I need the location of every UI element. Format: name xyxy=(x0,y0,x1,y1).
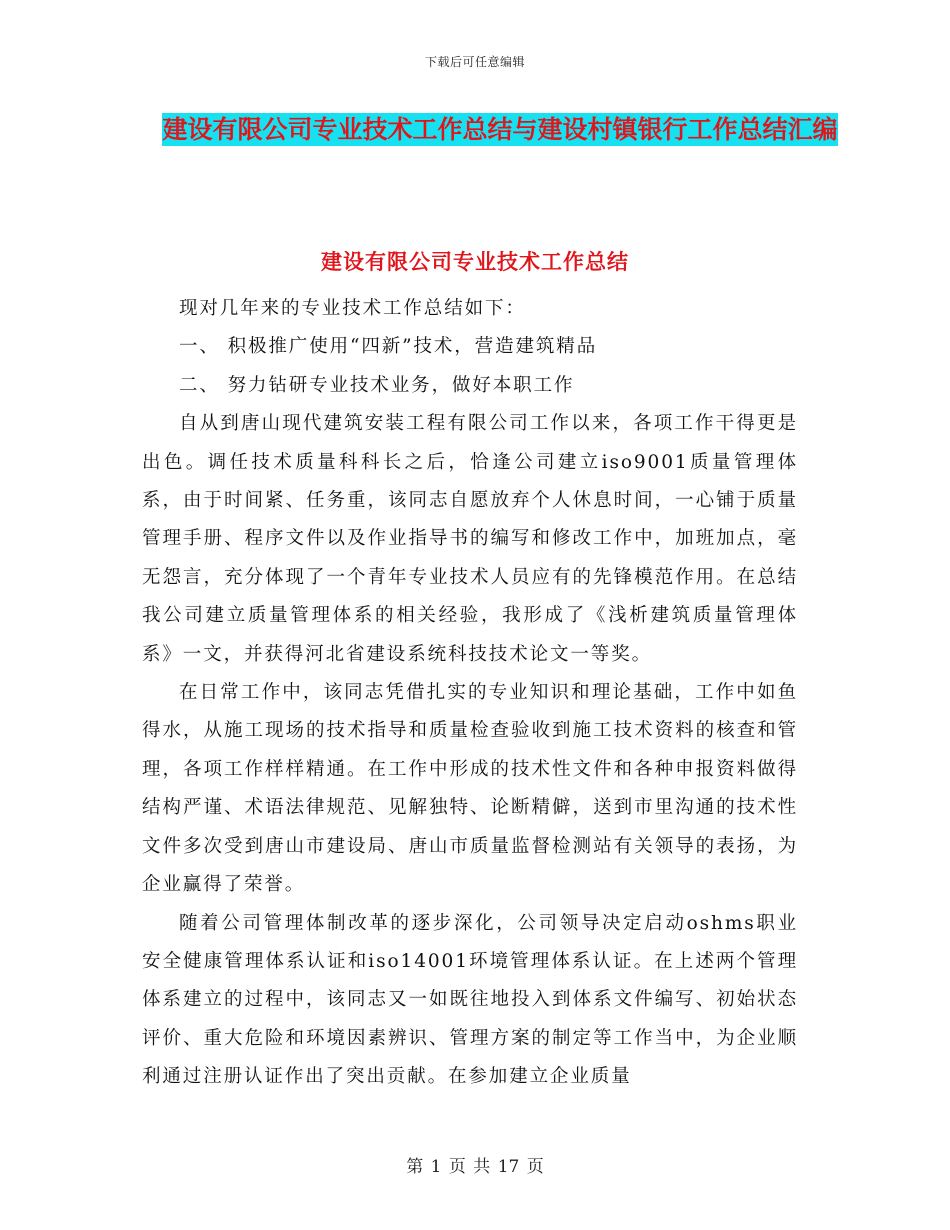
intro-paragraph: 现对几年来的专业技术工作总结如下： xyxy=(179,298,526,319)
list-item-2: 二、 努力钻研专业技术业务，做好本职工作 xyxy=(179,374,575,396)
header-note: 下载后可任意编辑 xyxy=(424,55,525,69)
page-number-footer: 第 1 页 共 17 页 xyxy=(406,1157,544,1177)
list-item-1: 一、 积极推广使用“四新”技术，营造建筑精品 xyxy=(179,336,598,358)
document-body xyxy=(142,290,798,1097)
body-paragraph: 自从到唐山现代建筑安装工程有限公司工作以来，各项工作干得更是出色。调任技术质量科科长之后，恰逢公司建立iso9001质量管理体系，由于时间紧、任务重，该同志自愿放弃个人休息时间，一心铺于质量管理手册、程序文件以及作业指导书的编写和修改工作中，加班加点，毫无怨言，充分体现了一个青年专业技术人员应有的先锋模范作用。在总结我公司建立质量管理体系的相关经验，我形成了《浅析建筑质量管理体系》一文，并获得河北省建设系统科技技术论文一等奖。 xyxy=(142,413,798,665)
body-paragraph: 在日常工作中，该同志凭借扎实的专业知识和理论基础，工作中如鱼得水，从施工现场的技术指导和质量检查验收到施工技术资料的核查和管理，各项工作样样精通。在工作中形成的技术性文件和各种申报资料做得结构严谨、术语法律规范、见解独特、论断精僻，送到市里沟通的技术性文件多次受到唐山市建设局、唐山市质量监督检测站有关领导的表扬，为企业赢得了荣誉。 xyxy=(142,682,798,896)
section-title: 建设有限公司专业技术工作总结 xyxy=(321,250,629,274)
document-title xyxy=(140,108,860,152)
body-paragraph: 随着公司管理体制改革的逐步深化，公司领导决定启动oshms职业安全健康管理体系认证和iso14001环境管理体系认证。在上述两个管理体系建立的过程中，该同志又一如既往地投入到体系文件编写、初始状态评价、重大危险和环境因素辨识、管理方案的制定等工作当中，为企业顺利通过注册认证作出了突出贡献。在参加建立企业质量 xyxy=(142,912,798,1088)
document-title-text: 建设有限公司专业技术工作总结与建设村镇银行工作总结汇编 xyxy=(162,115,838,144)
